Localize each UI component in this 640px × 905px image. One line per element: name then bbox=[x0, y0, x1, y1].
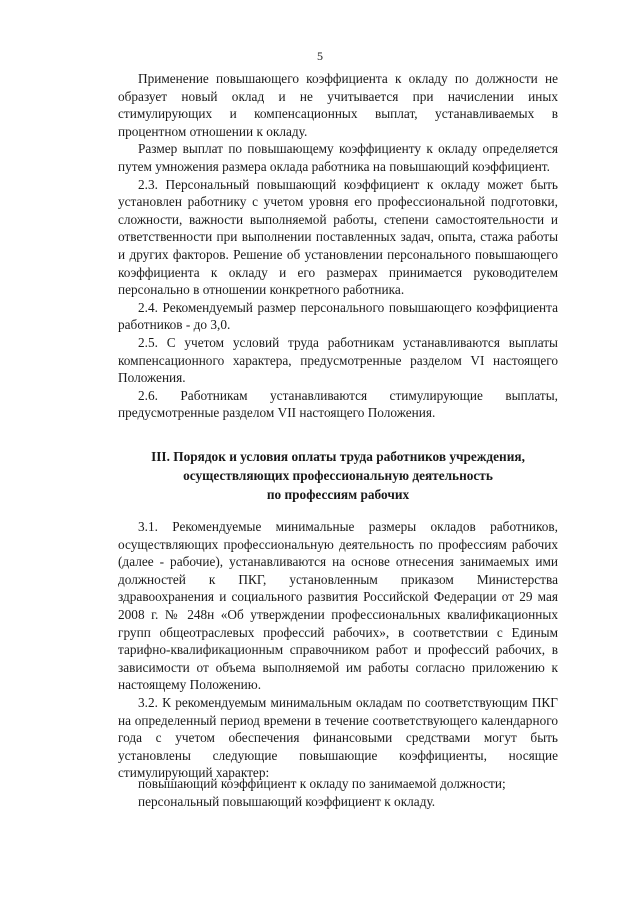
list-item: персональный повышающий коэффициент к окладу. bbox=[138, 793, 436, 809]
paragraph: Применение повышающего коэффициента к окладу по должности не образует новый оклад и не учитывается при начислении иных стимулирующих и компенсационных выплат, устанавливаемых в процентном отношении к окладу. bbox=[118, 71, 558, 139]
section-3-heading bbox=[118, 447, 558, 504]
section-2-body bbox=[118, 70, 558, 422]
paragraph: 3.1. Рекомендуемые минимальные размеры окладов работников, осуществляющих профессиональную деятельность по профессиям рабочих (далее - рабочие), устанавливаются на основе отнесения занимаемых ими должностей к ПКГ, установленным приказом Министерства здравоохранения и социального развития Российской Федерации от 29 мая 2008 г. № 248н «Об утверждении профессиональных квалификационных групп общеотраслевых профессий рабочих», в соответствии с Единым тарифно-квалификационным справочником работ и профессий рабочих, в зависимости от объема выполняемой им работы согласно приложению к настоящему Положению. bbox=[118, 519, 558, 693]
paragraph: 2.3. Персональный повышающий коэффициент к окладу может быть установлен работнику с учетом уровня его профессиональной подготовки, сложности, важности выполняемой работы, степени самостоятельности и ответственности при выполнении поставленных задач, опыта, стажа работы и других факторов. Решение об установлении персонального повышающего коэффициента к окладу и его размерах принимается руководителем персонально в отношении конкретного работника. bbox=[118, 176, 558, 298]
heading-line: III. Порядок и условия оплаты труда работников учреждения, bbox=[151, 449, 525, 464]
page-number: 5 bbox=[317, 49, 323, 63]
paragraph: 2.6. Работникам устанавливаются стимулирующие выплаты, предусмотренные разделом VII настоящего Положения. bbox=[118, 387, 558, 421]
list-item: повышающий коэффициент к окладу по занимаемой должности; bbox=[138, 776, 506, 791]
paragraph: 3.2. К рекомендуемым минимальным окладам по соответствующим ПКГ на определенный период времени в течение соответствующего календарного года с учетом обеспечения финансовыми средствами могут быть установлены следующие повышающие коэффициенты, носящие стимулирующий характер: bbox=[118, 694, 558, 781]
coefficient-list bbox=[138, 775, 558, 810]
section-3-body bbox=[118, 518, 558, 782]
paragraph: 2.5. С учетом условий труда работникам устанавливаются выплаты компенсационного характера, предусмотренные разделом VI настоящего Положения. bbox=[118, 334, 558, 386]
heading-line: осуществляющих профессиональную деятельность bbox=[183, 468, 493, 483]
paragraph: 2.4. Рекомендуемый размер персонального повышающего коэффициента работников - до 3,0. bbox=[118, 299, 558, 333]
paragraph: Размер выплат по повышающему коэффициенту к окладу определяется путем умножения размера оклада работника на повышающий коэффициент. bbox=[118, 141, 558, 174]
heading-line: по профессиям рабочих bbox=[266, 487, 410, 502]
